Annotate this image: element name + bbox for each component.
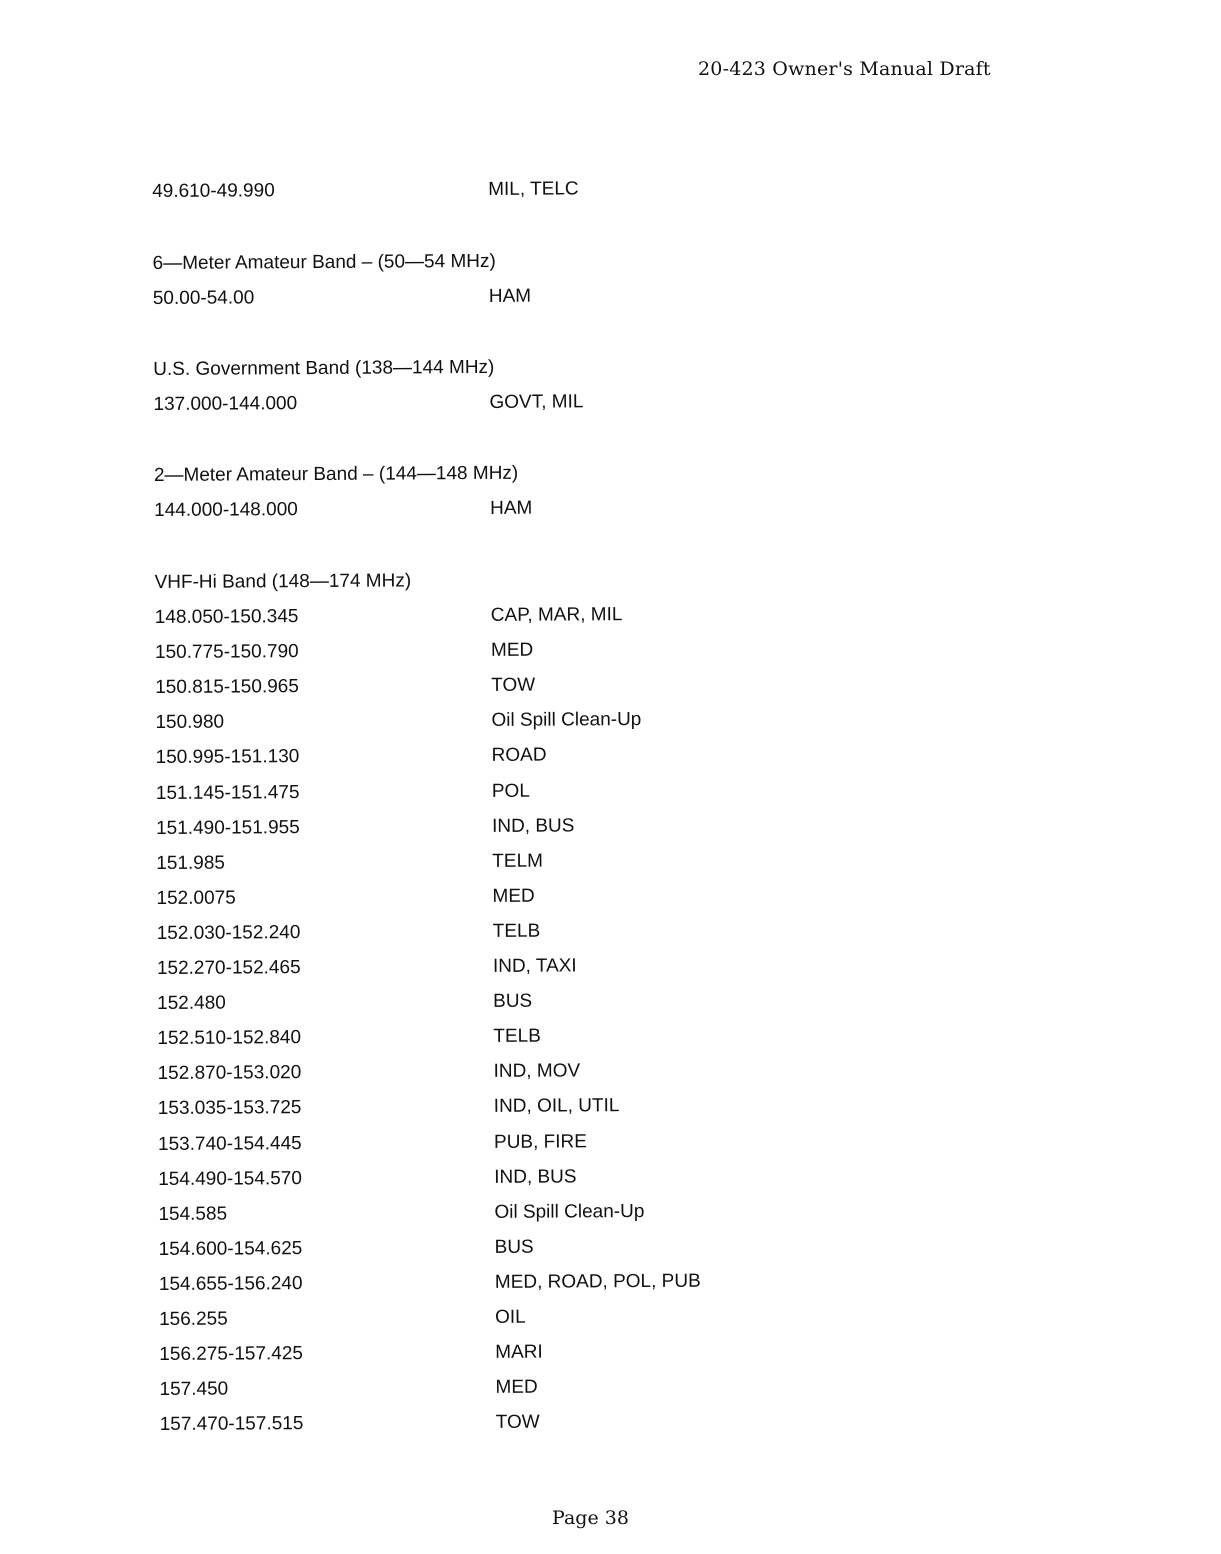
- frequency-range: 151.490-151.955: [155, 816, 300, 839]
- frequency-range: 152.0075: [156, 887, 236, 909]
- service-code: PUB, FIRE: [493, 1130, 587, 1153]
- document-header: 20-423 Owner's Manual Draft: [698, 58, 991, 80]
- frequency-range: 154.585: [158, 1203, 228, 1225]
- service-code: MED: [492, 885, 535, 907]
- frequency-range: 148.050-150.345: [154, 606, 299, 628]
- frequency-range: 157.450: [159, 1378, 229, 1401]
- frequency-range: 153.035-153.725: [157, 1097, 302, 1120]
- service-code: OIL: [494, 1306, 526, 1328]
- service-code: MED: [495, 1376, 538, 1399]
- frequency-range: 156.275-157.425: [159, 1343, 304, 1366]
- frequency-range: 152.480: [157, 992, 226, 1015]
- service-code: MED, ROAD, POL, PUB: [494, 1270, 701, 1293]
- service-code: BUS: [494, 1236, 534, 1258]
- frequency-range: 150.775-150.790: [154, 641, 299, 664]
- frequency-range: 49.610-49.990: [152, 180, 275, 202]
- service-code: Oil Spill Clean-Up: [491, 709, 642, 732]
- frequency-range: 137.000-144.000: [153, 393, 298, 415]
- service-code: TELM: [492, 850, 544, 872]
- band-heading: 2—Meter Amateur Band – (144—148 MHz): [153, 462, 519, 486]
- frequency-range: 152.510-152.840: [157, 1027, 302, 1050]
- service-code: IND, MOV: [493, 1060, 581, 1083]
- page-number: Page 38: [552, 1507, 629, 1529]
- frequency-range: 153.740-154.445: [157, 1132, 302, 1155]
- service-code: HAM: [490, 497, 533, 519]
- band-heading: 6—Meter Amateur Band – (50—54 MHz): [152, 250, 496, 274]
- frequency-range: 152.030-152.240: [156, 921, 301, 944]
- frequency-range: 154.600-154.625: [158, 1237, 303, 1260]
- frequency-range: 152.270-152.465: [156, 957, 301, 979]
- frequency-range: 154.655-156.240: [158, 1272, 303, 1295]
- service-code: MIL, TELC: [488, 178, 579, 200]
- service-code: TOW: [495, 1411, 540, 1434]
- service-code: MARI: [495, 1341, 543, 1364]
- service-code: IND, TAXI: [492, 955, 577, 977]
- band-heading: U.S. Government Band (138—144 MHz): [153, 356, 495, 380]
- service-code: TELB: [493, 1025, 541, 1048]
- frequency-range: 151.985: [156, 852, 226, 874]
- service-code: BUS: [493, 990, 533, 1013]
- frequency-range: 144.000-148.000: [154, 499, 298, 521]
- frequency-range: 157.470-157.515: [159, 1413, 304, 1436]
- service-code: POL: [491, 780, 530, 802]
- service-code: IND, BUS: [491, 815, 575, 837]
- frequency-range: 50.00-54.00: [152, 287, 255, 309]
- band-heading: VHF-Hi Band (148—174 MHz): [154, 570, 412, 593]
- service-code: ROAD: [491, 744, 547, 767]
- service-code: Oil Spill Clean-Up: [494, 1200, 645, 1223]
- frequency-range: 156.255: [158, 1308, 228, 1330]
- service-code: TOW: [491, 674, 536, 697]
- frequency-range: 150.815-150.965: [155, 676, 299, 699]
- service-code: HAM: [488, 285, 532, 307]
- service-code: GOVT, MIL: [489, 391, 584, 413]
- service-code: IND, OIL, UTIL: [493, 1095, 620, 1118]
- frequency-range: 151.145-151.475: [155, 781, 300, 804]
- frequency-range: 150.995-151.130: [155, 746, 300, 769]
- frequency-range: 154.490-154.570: [158, 1167, 302, 1190]
- frequency-range: 150.980: [155, 711, 225, 734]
- service-code: MED: [490, 639, 534, 662]
- service-code: TELB: [492, 920, 541, 942]
- service-code: IND, BUS: [494, 1166, 577, 1188]
- frequency-range: 152.870-153.020: [157, 1062, 302, 1085]
- service-code: CAP, MAR, MIL: [490, 604, 623, 626]
